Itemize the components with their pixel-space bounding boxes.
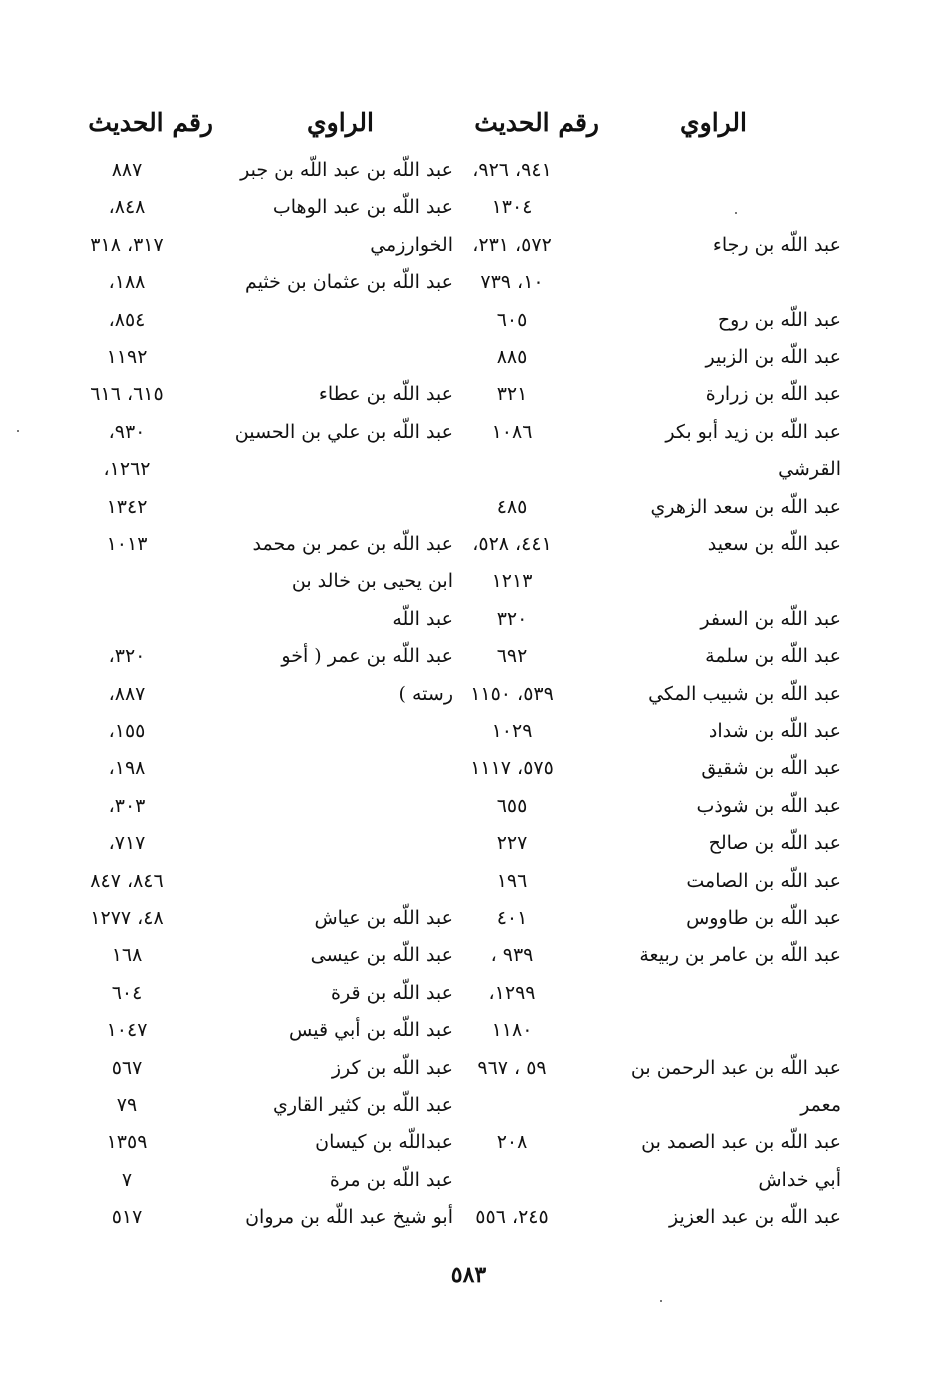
- number-right: ٣٢١: [496, 383, 528, 406]
- number-left: ١٥٥،: [108, 720, 146, 742]
- table-row: [0, 1199, 937, 1236]
- table-row: [0, 526, 937, 563]
- number-left: ١٢٦٢،: [103, 458, 151, 481]
- number-left: ٥٦٧: [111, 1056, 143, 1079]
- narrator-right: عبد اللّه بن عبد العزيز: [668, 1206, 841, 1229]
- table-row: [0, 414, 937, 451]
- table-row: [0, 189, 937, 226]
- number-left: ٧٩: [116, 1094, 138, 1116]
- narrator-right: عبد اللّه بن سعد الزهري: [650, 495, 841, 518]
- number-right: ٨٨٥: [496, 346, 528, 368]
- number-right: ١٩٦: [496, 869, 528, 892]
- number-right: ٣٢٠: [496, 607, 528, 630]
- narrator-right: عبد اللّه بن عبد الرحمن بن: [630, 1056, 841, 1079]
- number-left: ٧١٧،: [108, 832, 146, 855]
- narrator-left: عبد اللّه بن عمر بن محمد: [252, 533, 453, 555]
- number-right: ٥٧٥، ١١١٧: [470, 757, 554, 780]
- number-left: ١٣٥٩: [106, 1131, 148, 1154]
- narrator-left: عبد اللّه بن كثير القاري: [272, 1094, 453, 1116]
- table-row: [0, 638, 937, 675]
- number-right: ٢٠٨: [496, 1131, 528, 1154]
- number-right: ٢٤٥، ٥٥٦: [475, 1206, 549, 1229]
- narrator-right: عبد اللّه بن صالح: [708, 832, 841, 855]
- table-row: [0, 750, 937, 787]
- narrator-left: عبد اللّه بن عبد اللّه بن جبر: [240, 159, 453, 181]
- number-right: ١٠٨٦: [491, 420, 533, 443]
- header-number-right: رقم الحديث: [474, 108, 599, 137]
- narrator-left: عبد اللّه بن علي بن الحسين: [234, 420, 453, 443]
- narrator-right: عبد اللّه بن عبد الصمد بن: [641, 1131, 841, 1154]
- number-left: ١٦٨: [111, 944, 143, 967]
- narrator-left: عبد اللّه بن أبي قيس: [289, 1019, 453, 1042]
- number-right: ٦٩٢: [496, 645, 528, 668]
- number-left: ٨٨٧،: [108, 682, 146, 705]
- table-row: [0, 1012, 937, 1049]
- narrator-left: الخوارزمي: [370, 233, 453, 256]
- narrator-right: عبد اللّه بن شداد: [708, 720, 841, 742]
- narrator-right: عبد اللّه بن رجاء: [712, 233, 841, 256]
- number-left: ١٨٨،: [108, 271, 146, 294]
- table-row: [0, 264, 937, 301]
- narrator-right: أبي خداش: [758, 1168, 841, 1191]
- number-right: ٤٤١، ٥٢٨،: [472, 533, 552, 555]
- narrator-right: عبد اللّه بن السفر: [700, 607, 841, 630]
- table-row: [0, 1050, 937, 1087]
- narrator-left: عبداللّه بن كيسان: [315, 1131, 453, 1154]
- table-row: [0, 975, 937, 1012]
- table-row: [0, 302, 937, 339]
- narrator-right: عبد اللّه بن عامر بن ربيعة: [639, 944, 841, 967]
- narrator-left: عبد اللّه بن عيسى: [310, 944, 453, 967]
- narrator-right: عبد اللّه بن طاووس: [686, 907, 841, 929]
- narrator-left: عبد اللّه: [392, 607, 453, 630]
- number-right: ٩٣٩ ،: [490, 944, 534, 967]
- narrator-right: عبد اللّه بن الصامت: [686, 869, 841, 892]
- narrator-left: عبد اللّه بن عياش: [314, 907, 453, 929]
- table-row: [0, 563, 937, 600]
- table-row: [0, 713, 937, 750]
- narrator-left: رسته ): [398, 682, 453, 705]
- number-right: ١٢٩٩،: [488, 981, 536, 1004]
- narrator-right: عبد اللّه بن سلمة: [705, 645, 841, 668]
- header-number-left: رقم الحديث: [88, 108, 213, 137]
- narrator-right: القرشي: [778, 458, 841, 481]
- table-row: [0, 152, 937, 189]
- narrator-right: عبد اللّه بن شبيب المكي: [648, 682, 841, 705]
- number-right: ٩٤١، ٩٢٦،: [472, 159, 552, 181]
- table-row: [0, 376, 937, 413]
- table-row: [0, 227, 937, 264]
- narrator-left: ابن يحيى بن خالد بن: [291, 570, 453, 593]
- narrator-left: أبو شيخ عبد اللّه بن مروان: [245, 1206, 453, 1229]
- number-left: ٨٨٧: [111, 159, 143, 181]
- table-row: [0, 900, 937, 937]
- number-left: ٥١٧: [111, 1206, 143, 1229]
- narrator-left: عبد اللّه بن عمر ( أخو: [281, 645, 453, 668]
- number-left: ٦١٥، ٦١٦: [90, 383, 164, 406]
- narrator-left: عبد اللّه بن قرة: [331, 981, 453, 1004]
- table-row: [0, 676, 937, 713]
- narrator-left: عبد اللّه بن كرز: [331, 1056, 453, 1079]
- number-right: ٢٢٧: [496, 832, 528, 855]
- number-left: ١٣٤٢: [106, 495, 148, 518]
- number-right: ١٢١٣: [491, 570, 533, 593]
- table-row: [0, 863, 937, 900]
- narrator-right: عبد اللّه بن زرارة: [705, 383, 841, 406]
- number-right: ٤٠١: [496, 907, 528, 929]
- table-row: [0, 937, 937, 974]
- number-left: ٩٣٠،: [108, 420, 146, 443]
- narrator-right: عبد اللّه بن زيد أبو بكر: [665, 420, 841, 443]
- number-left: ١٠٤٧: [106, 1019, 148, 1042]
- number-left: ١٠١٣: [106, 533, 148, 555]
- table-row: [0, 489, 937, 526]
- narrator-right: عبد اللّه بن شوذب: [696, 794, 841, 817]
- number-right: ١٣٠٤: [491, 196, 533, 219]
- number-right: ٦٠٥: [496, 308, 528, 331]
- narrator-right: عبد اللّه بن الزبير: [705, 346, 841, 368]
- number-right: ١١٨٠: [491, 1019, 533, 1042]
- number-left: ١١٩٢: [106, 346, 148, 368]
- table-row: [0, 1087, 937, 1124]
- table-row: [0, 339, 937, 376]
- scan-speck: [17, 430, 19, 432]
- narrator-right: معمر: [800, 1094, 841, 1116]
- number-left: ٤٨، ١٢٧٧: [90, 907, 164, 929]
- number-left: ٣٠٣،: [108, 794, 146, 817]
- number-left: ٧: [121, 1168, 133, 1191]
- table-row: [0, 788, 937, 825]
- number-left: ٨٤٦، ٨٤٧: [90, 869, 164, 892]
- number-right: ١٠٢٩: [491, 720, 533, 742]
- scan-speck: [660, 1300, 662, 1302]
- header-narrator-right: الراوي: [680, 108, 747, 137]
- table-row: [0, 451, 937, 488]
- number-right: ٥٩ ، ٩٦٧: [477, 1056, 547, 1079]
- table-row: [0, 1162, 937, 1199]
- number-right: ١٠، ٧٣٩: [480, 271, 544, 294]
- number-left: ٦٠٤: [111, 981, 143, 1004]
- number-right: ٥٧٢، ٢٣١،: [472, 233, 552, 256]
- table-row: [0, 601, 937, 638]
- number-left: ٣١٧، ٣١٨: [90, 233, 164, 256]
- page-number: ٥٨٣: [450, 1262, 487, 1288]
- number-right: ٥٣٩، ١١٥٠: [470, 682, 554, 705]
- number-right: ٤٨٥: [496, 495, 528, 518]
- narrator-left: عبد اللّه بن عبد الوهاب: [272, 196, 453, 219]
- narrator-right: عبد اللّه بن روح: [717, 308, 841, 331]
- table-row: [0, 825, 937, 862]
- scan-speck: [735, 212, 737, 214]
- number-left: ٨٥٤،: [108, 308, 146, 331]
- header-narrator-left: الراوي: [307, 108, 374, 137]
- number-right: ٦٥٥: [496, 794, 528, 817]
- number-left: ١٩٨،: [108, 757, 146, 780]
- number-left: ٨٤٨،: [108, 196, 146, 219]
- narrator-right: عبد اللّه بن سعيد: [707, 533, 841, 555]
- narrator-left: عبد اللّه بن عثمان بن خثيم: [245, 271, 453, 294]
- narrator-right: عبد اللّه بن شقيق: [701, 757, 841, 780]
- table-row: [0, 1124, 937, 1161]
- narrator-left: عبد اللّه بن عطاء: [318, 383, 453, 406]
- narrator-left: عبد اللّه بن مرة: [329, 1168, 453, 1191]
- number-left: ٣٢٠،: [108, 645, 146, 668]
